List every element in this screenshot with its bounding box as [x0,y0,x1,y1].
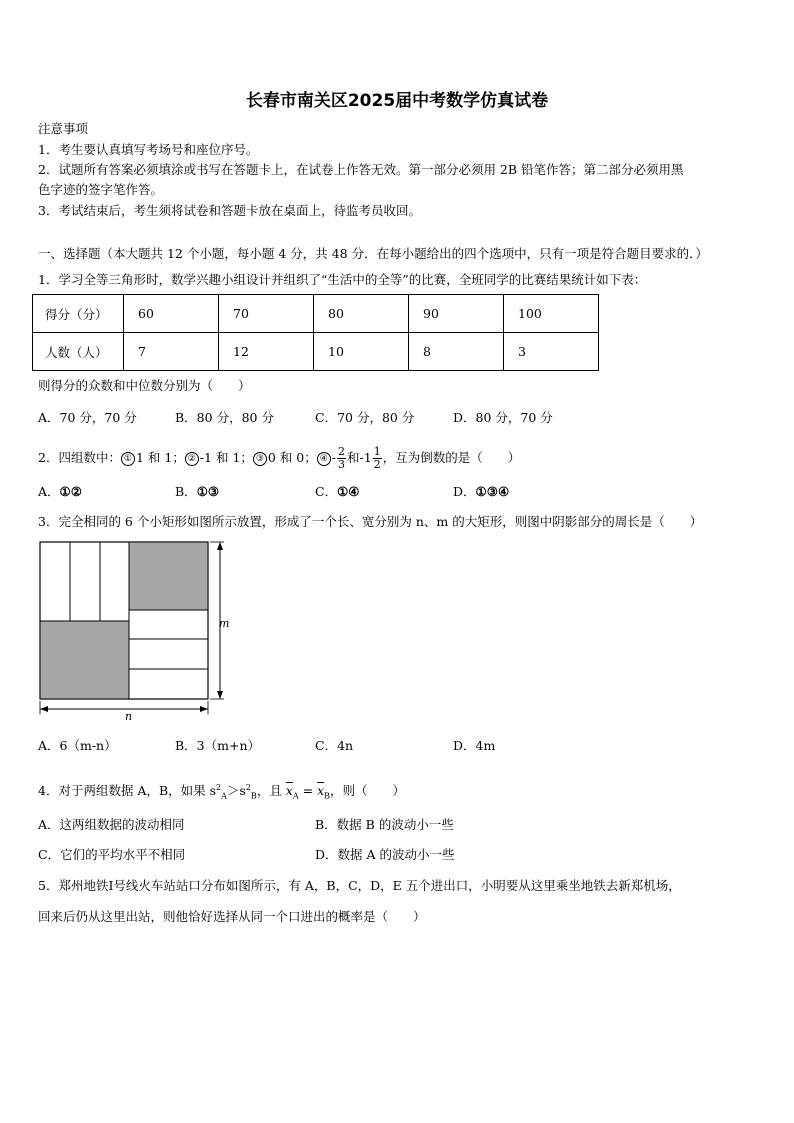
q2-stem [38,446,520,471]
q4-text: ，则（ ） [330,783,406,799]
exponent: 2 [245,783,251,792]
table-cell: 60 [124,295,219,333]
numerator: 1 [373,445,381,458]
q1-stem: 1．学习全等三角形时，数学兴趣小组设计并组织了“生活中的全等”的比赛，全班同学的比赛结果统计如下表： [38,272,647,287]
shaded-region [40,621,129,699]
table-row [33,333,599,371]
q4-text: ＞s [226,783,246,799]
table-cell: 12 [219,333,314,371]
shaded-region [129,542,208,610]
page-title: 长春市南关区2025届中考数学仿真试卷 [245,91,549,111]
fraction [373,446,382,471]
q4-option-c: C．它们的平均水平不相同 [38,847,186,862]
q2-pair: - [331,450,336,465]
q5-stem: 回来后仍从这里出站，则他恰好选择从同一个口进出的概率是（ ） [38,909,426,924]
q1-option-c: C．70 分，80 分 [315,410,415,425]
table-row [33,295,599,333]
q2-pair: 0 和 0； [267,450,317,465]
q1-option-a: A．70 分，70 分 [38,410,137,425]
q2-option-b [175,482,219,502]
option-value: ①③ [196,484,220,499]
q4-text: ，且 [256,783,286,799]
q3-stem: 3．完全相同的 6 个小矩形如图所示放置，形成了一个长、宽分别为 n、m 的大矩形，则图中阴影部分的周长是（ ） [38,514,703,529]
label-n: n [125,710,133,722]
section-heading: 一、选择题（本大题共 12 个小题，每小题 4 分，共 48 分．在每小题给出的四个选项中，只有一项是符合题目要求的．） [38,246,708,261]
mean-symbol: $\overline{x}$ [285,783,293,799]
table-cell: 10 [314,333,409,371]
q4-text: = [298,783,318,799]
q1-option-d: D．80 分，70 分 [453,410,553,425]
table-cell: 90 [409,295,504,333]
fraction [337,446,346,471]
notice-item: 色字迹的签字笔作答。 [38,182,164,197]
arrow-head [217,691,223,699]
option-letter: D． [453,484,476,499]
q3-option-c: C．4n [315,738,354,753]
circled-number: ③ [253,452,267,466]
notice-item: 3．考试结束后，考生须将试卷和答题卡放在桌面上，待监考员收回。 [38,203,421,218]
arrow-head [200,706,208,712]
arrow-head [40,706,48,712]
subscript: A [221,791,227,801]
label-m: m [219,617,230,630]
q2-prefix: 2．四组数中： [38,450,121,465]
table-cell: 7 [124,333,219,371]
q3-option-b: B．3（m+n） [175,738,261,753]
q2-pair: 和-1 [347,450,372,465]
circled-number: ② [185,452,199,466]
q2-suffix: ，互为倒数的是（ ） [382,450,521,465]
subscript: A [292,791,299,801]
q2-pair: -1 和 1； [199,450,253,465]
mean-symbol: $\overline{x}$ [317,783,325,799]
q2-option-d [453,482,509,502]
q3-option-a: A．6（m-n） [38,738,117,753]
q4-option-d: D．数据 A 的波动小一些 [315,847,455,862]
q4-stem [38,778,405,807]
q4-text: 4．对于两组数据 A，B，如果 s [38,783,217,799]
rectangle-figure [34,538,234,722]
subscript: B [324,791,331,801]
circled-number: ① [121,452,135,466]
numerator: 2 [338,445,345,458]
option-letter: B． [175,484,197,499]
q4-option-b: B．数据 B 的波动小一些 [315,817,454,832]
q2-option-c [315,482,360,502]
notice-heading: 注意事项 [38,121,89,136]
q5-stem: 5．郑州地铁Ⅰ号线火车站站口分布如图所示，有 A，B，C，D，E 五个进出口，小明要从这里乘坐地铁去新郑机场， [38,878,681,893]
option-letter: C． [315,484,338,499]
q1-question: 则得分的众数和中位数分别为（ ） [38,378,251,393]
option-value: ①② [59,484,82,499]
table-cell: 8 [409,333,504,371]
q3-option-d: D．4m [453,738,496,753]
table-header-cell: 人数（人） [33,333,124,371]
circled-number: ④ [317,452,331,466]
subscript: B [250,791,257,801]
arrow-head [217,542,223,550]
notice-item: 2．试题所有答案必须填涂或书写在答题卡上，在试卷上作答无效。第一部分必须用 2B 铅笔作答；第二部分必须用黑 [38,162,684,177]
denominator: 3 [338,458,345,471]
option-letter: A． [38,484,60,499]
q1-option-b: B．80 分，80 分 [175,410,274,425]
table-cell: 70 [219,295,314,333]
option-value: ①③④ [475,484,510,499]
table-cell: 80 [314,295,409,333]
q2-option-a [38,482,82,502]
exponent: 2 [216,783,222,792]
table-cell: 3 [504,333,599,371]
table-cell: 100 [504,295,599,333]
score-table [32,294,599,371]
q4-option-a: A．这两组数据的波动相同 [38,817,185,832]
option-value: ①④ [337,484,360,499]
denominator: 2 [373,458,381,471]
notice-item: 1．考生要认真填写考场号和座位序号。 [38,142,259,157]
q2-pair: 1 和 1； [135,450,185,465]
table-header-cell: 得分（分） [33,295,124,333]
